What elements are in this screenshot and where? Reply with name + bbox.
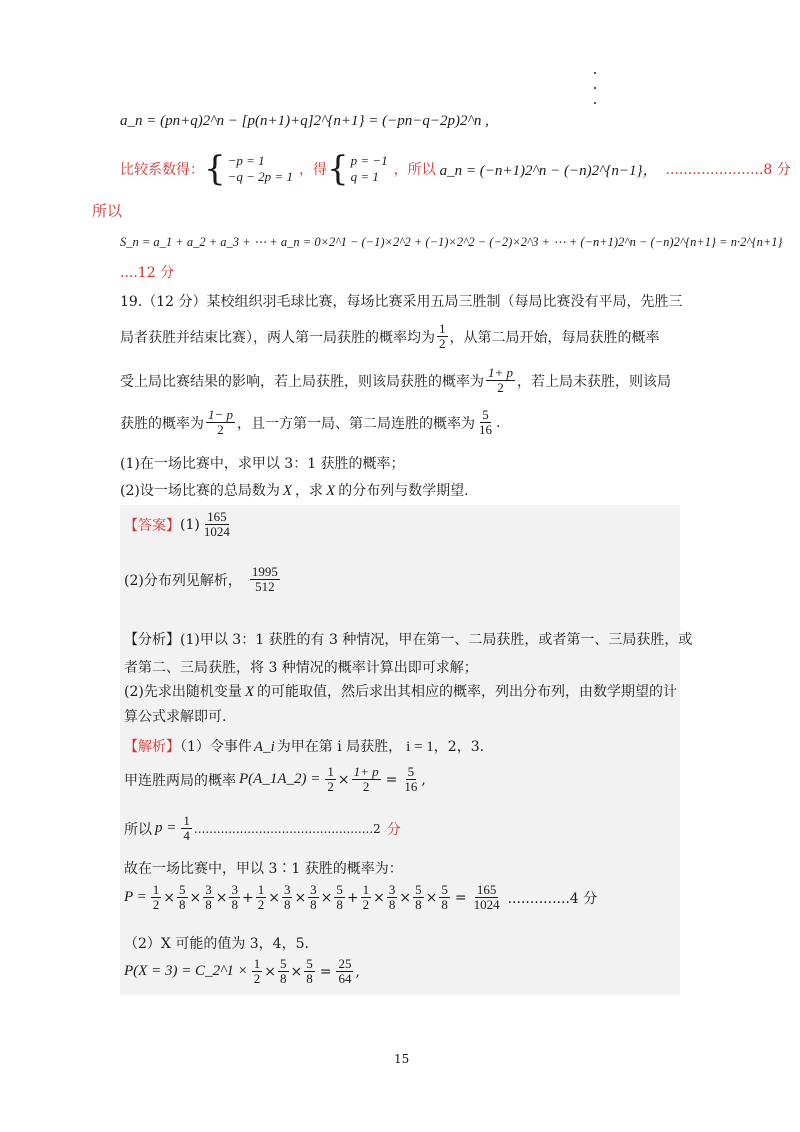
p-value-line: 所以 p = $\frac{1}{4}$ ...............................................2 分 <box>124 813 401 843</box>
answer-tag: 【答案】 <box>124 517 180 534</box>
analysis-tag: 【分析】 <box>124 632 180 648</box>
formula-an-derivation: a_n = (pn+q)2^n − [p(n+1)+q]2^{n+1} = (−pn−q−2p)2^n , <box>120 113 489 129</box>
answer-line2: (2)分布列见解析， $\frac{1995}{512}$ <box>124 564 278 594</box>
answer-fraction-2: $\frac{1995}{512}$ <box>251 564 278 594</box>
compare-label: 比较系数得： <box>120 162 204 178</box>
fraction-1plusp-over-2: $\frac{1+ p}{2}$ <box>488 365 514 395</box>
suoyi-label: 所以 <box>92 202 123 220</box>
score-12: ....12 分 <box>120 265 175 281</box>
answer-fraction-1: $\frac{165}{1024}$ <box>203 509 230 539</box>
system-2: { p = −1 q = 1 <box>326 149 388 189</box>
fraction-half: $\frac{1}{2}$ <box>439 321 446 351</box>
x-values: （2）X 可能的值为 3，4，5. <box>124 936 309 952</box>
score-2: 分 <box>386 821 401 838</box>
page-number: 15 <box>394 1052 410 1066</box>
margin-dot <box>594 87 596 89</box>
so-word: ，所以 <box>393 162 436 178</box>
an-result: a_n = (−n+1)2^n − (−n)2^{n−1}， <box>439 162 658 179</box>
q19-line1: 19.（12 分）某校组织羽毛球比赛，每场比赛采用五局三胜制（每局比赛没有平局，先胜三 <box>120 294 683 310</box>
q19-line2: 局者获胜并结束比赛），两人第一局获胜的概率均为 $\frac{1}{2}$ ，从第二局开始，每局获胜的概率 <box>120 321 660 351</box>
q19-line3: 受上局比赛结果的影响，若上局获胜，则该局获胜的概率为 $\frac{1+ p}{2}$ ，若上局未获胜，则该局 <box>120 365 672 395</box>
margin-dot <box>594 72 596 74</box>
q19-line4: 获胜的概率为 $\frac{1- p}{2}$ ，且一方第一局、第二局连胜的概率为 $\frac{5}{16}$ . <box>120 407 501 437</box>
q19-sub2: (2)设一场比赛的总局数为 X ，求 X 的分布列与数学期望. <box>120 483 469 499</box>
compare-line <box>120 149 791 189</box>
solution-tag: 【解析】 <box>124 739 180 755</box>
consecutive-win: 甲连胜两局的概率 P(A_1A_2) = $\frac{1}{2}$ × $\frac{1+ p}{2}$ = $\frac{5}{16}$ , <box>124 764 426 794</box>
margin-dot <box>594 102 596 104</box>
sn-formula: S_n = a_1 + a_2 + a_3 + ⋯ + a_n = 0×2^1 − (−1)×2^2 + (−1)×2^2 − (−2)×2^3 + ⋯ + (−n+1)2^n − (−n)2^{n+1} = n·2^{n+1} <box>120 235 783 249</box>
q19-sub1: (1)在一场比赛中，求甲以 3：1 获胜的概率； <box>120 456 405 472</box>
analysis-line1: 【分析】(1)甲以 3：1 获胜的有 3 种情况，甲在第一、二局获胜，或者第一、三局获胜，或 <box>124 632 693 648</box>
fraction-1minusp-over-2: $\frac{1- p}{2}$ <box>208 407 234 437</box>
analysis-line3: (2)先求出随机变量 X 的可能取值，然后求出其相应的概率，列出分布列，由数学期望的计 <box>124 684 678 700</box>
solution-intro: 【解析】（1）令事件 A_i 为甲在第 i 局获胜， i = 1，2，3. <box>124 739 485 755</box>
score-8: ......................8 分 <box>665 162 791 178</box>
fraction-5-16: $\frac{5}{16}$ <box>479 407 493 437</box>
analysis-line2: 者第二、三局获胜，将 3 种情况的概率计算出即可求解； <box>124 660 478 676</box>
px3-formula: P(X = 3) = C_2^1 × $\frac{1}{2}$ × $\frac{5}{8}$ × $\frac{5}{8}$ = $\frac{25}{64}$ , <box>124 956 360 986</box>
answer-line1: 【答案】 (1) $\frac{165}{1024}$ <box>124 509 230 539</box>
get-word: ，得 <box>298 162 327 178</box>
prob-formula: P = $\frac{1}{2}$ × $\frac{5}{8}$ × $\frac{3}{8}$ × $\frac{3}{8}$ + $\frac{1}{2}$ × $\frac{3}{8}$ × $\frac{3}{8}$ × $\frac{5}{8}$ + $\frac{1}{2}$ × $\frac{3}{8}$ × $\frac{5}{8}$ × $\frac{5}{8}$ = $\frac{165}{1024}$ ..............4 分 <box>124 882 598 912</box>
system-1: { −p = 1 −q − 2p = 1 <box>204 149 293 189</box>
prob-intro: 故在一场比赛中，甲以 3∶1 获胜的概率为： <box>124 861 403 877</box>
analysis-line4: 算公式求解即可. <box>124 709 227 725</box>
